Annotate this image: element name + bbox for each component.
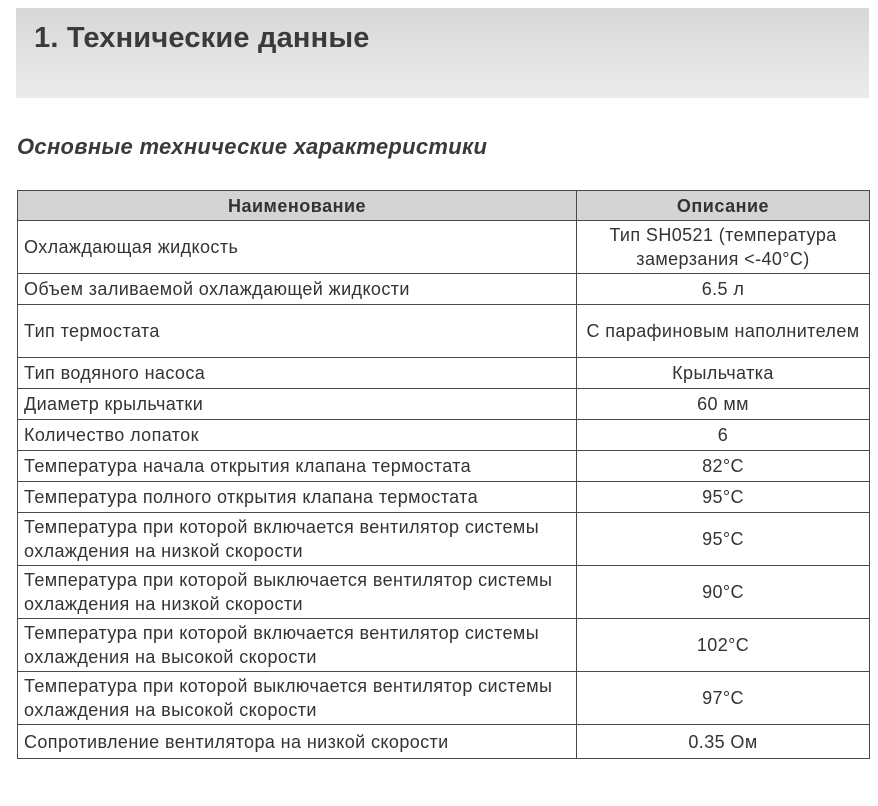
row-description: 60 мм — [577, 389, 870, 420]
row-name: Объем заливаемой охлаждающей жидкости — [18, 274, 577, 305]
header-name: Наименование — [18, 191, 577, 221]
row-description: Крыльчатка — [577, 358, 870, 389]
table-row — [18, 420, 870, 451]
row-description: С парафиновым наполнителем — [577, 305, 870, 358]
row-name: Температура при которой включается вентилятор системы охлаждения на высокой скорости — [18, 619, 577, 672]
section-title: Основные технические характеристики — [17, 134, 488, 159]
row-description: 6.5 л — [577, 274, 870, 305]
specifications-table — [17, 190, 870, 759]
table-row — [18, 305, 870, 358]
row-name: Диаметр крыльчатки — [18, 389, 577, 420]
table-row — [18, 619, 870, 672]
row-description: 0.35 Ом — [577, 725, 870, 759]
row-name: Температура полного открытия клапана термостата — [18, 482, 577, 513]
table-row — [18, 672, 870, 725]
page-title: 1. Технические данные — [34, 22, 370, 54]
row-name: Температура при которой выключается вентилятор системы охлаждения на высокой скорости — [18, 672, 577, 725]
row-name: Количество лопаток — [18, 420, 577, 451]
row-description: 6 — [577, 420, 870, 451]
table-row — [18, 566, 870, 619]
row-description: 82°C — [577, 451, 870, 482]
row-name: Температура начала открытия клапана термостата — [18, 451, 577, 482]
row-name: Тип водяного насоса — [18, 358, 577, 389]
row-name: Охлаждающая жидкость — [18, 221, 577, 274]
table-row — [18, 725, 870, 759]
table-row — [18, 274, 870, 305]
table-row — [18, 451, 870, 482]
row-description: 102°C — [577, 619, 870, 672]
row-name: Тип термостата — [18, 305, 577, 358]
header-description: Описание — [577, 191, 870, 221]
row-name: Сопротивление вентилятора на низкой скорости — [18, 725, 577, 759]
row-description: Тип SH0521 (температура замерзания <-40°C) — [577, 221, 870, 274]
table-row — [18, 221, 870, 274]
table-row — [18, 358, 870, 389]
row-description: 97°C — [577, 672, 870, 725]
table-row — [18, 513, 870, 566]
row-name: Температура при которой выключается вентилятор системы охлаждения на низкой скорости — [18, 566, 577, 619]
table-header-row — [18, 191, 870, 221]
table-row — [18, 482, 870, 513]
row-name: Температура при которой включается вентилятор системы охлаждения на низкой скорости — [18, 513, 577, 566]
row-description: 90°C — [577, 566, 870, 619]
table-row — [18, 389, 870, 420]
row-description: 95°C — [577, 482, 870, 513]
row-description: 95°C — [577, 513, 870, 566]
